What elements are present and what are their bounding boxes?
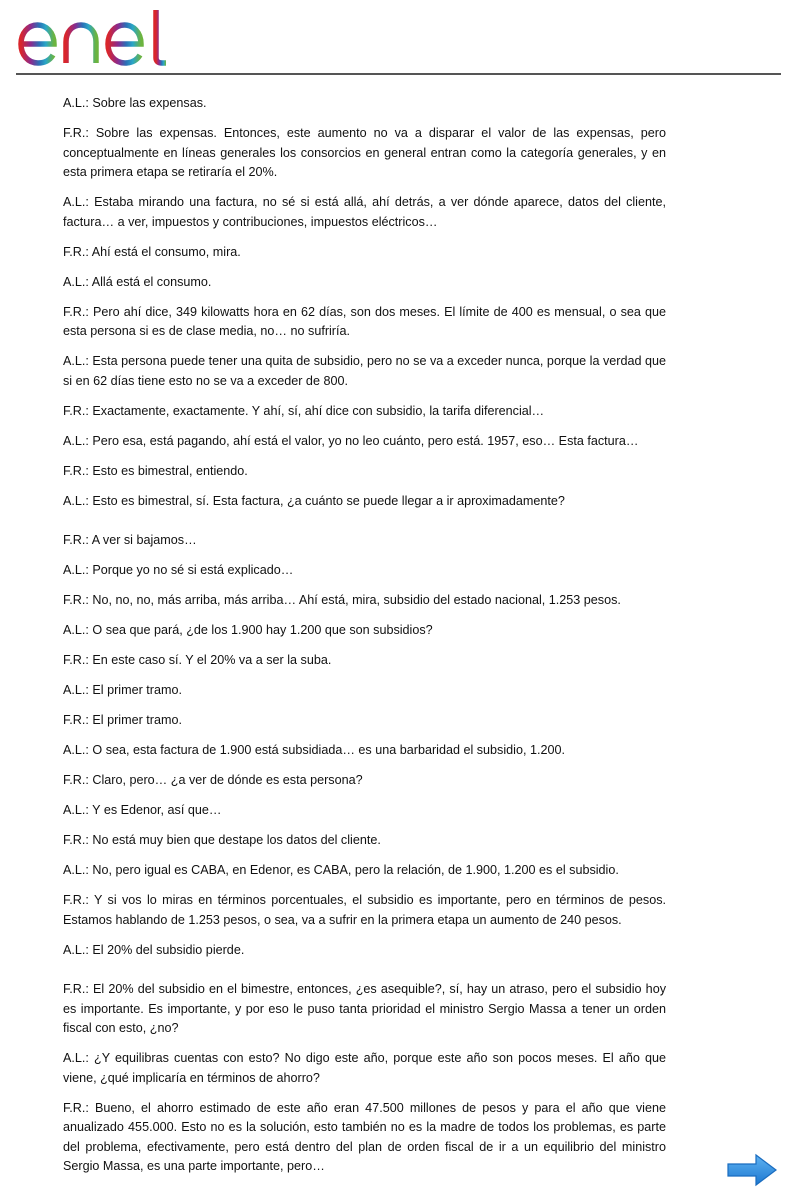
dialogue-paragraph: A.L.: Esto es bimestral, sí. Esta factura, ¿a cuánto se puede llegar a ir aproximadamente? bbox=[63, 493, 565, 508]
dialogue-paragraph: F.R.: Sobre las expensas. Entonces, este aumento no va a disparar el valor de las expensas, pero conceptualmente en líneas generales los consorcios en general entran como la categoría generales, y en esta primera etapa se retiraría el 20%. bbox=[63, 126, 666, 179]
dialogue-paragraph: F.R.: Esto es bimestral, entiendo. bbox=[63, 463, 248, 478]
dialogue-paragraph: A.L.: El primer tramo. bbox=[63, 683, 182, 697]
dialogue-paragraph: F.R.: El 20% del subsidio en el bimestre, entonces, ¿es asequible?, sí, hay un atraso, pero el subsidio hoy es importante. Es importante, y por eso le puso tanta prioridad el ministro Sergio Massa a tener un orden fiscal con esto, ¿no? bbox=[63, 982, 666, 1035]
dialogue-paragraph: F.R.: No, no, no, más arriba, más arriba… Ahí está, mira, subsidio del estado nacional, 1.253 pesos. bbox=[63, 593, 621, 607]
dialogue-paragraph: A.L.: Porque yo no sé si está explicado… bbox=[63, 563, 294, 577]
right-arrow-icon[interactable] bbox=[726, 1152, 778, 1188]
dialogue-paragraph: A.L.: Y es Edenor, así que… bbox=[63, 803, 222, 817]
dialogue-paragraph: A.L.: El 20% del subsidio pierde. bbox=[63, 942, 245, 957]
transcript-body bbox=[63, 94, 666, 1187]
enel-logo bbox=[16, 6, 172, 68]
dialogue-paragraph: F.R.: Bueno, el ahorro estimado de este año eran 47.500 millones de pesos y para el año que viene anualizado 455.000. Esto no es la solución, esto también no es la madre de todos los problemas, es parte del problema, efectivamente, pero está dentro del plan de orden fiscal de ir a un equilibrio del ministro Sergio Massa, es una parte importante, pero… bbox=[63, 1100, 666, 1173]
dialogue-paragraph: F.R.: Claro, pero… ¿a ver de dónde es esta persona? bbox=[63, 773, 363, 787]
header-divider bbox=[16, 73, 781, 75]
dialogue-paragraph: A.L.: Pero esa, está pagando, ahí está el valor, yo no leo cuánto, pero está. 1957, eso… Esta factura… bbox=[63, 433, 639, 448]
dialogue-paragraph: F.R.: El primer tramo. bbox=[63, 713, 182, 727]
dialogue-paragraph: A.L.: Esta persona puede tener una quita de subsidio, pero no se va a exceder nunca, porque la verdad que si en 62 días tiene esto no se va a exceder de 800. bbox=[63, 354, 666, 388]
dialogue-paragraph: F.R.: Pero ahí dice, 349 kilowatts hora en 62 días, son dos meses. El límite de 400 es mensual, o sea que esta persona si es de clase media, no… no sufriría. bbox=[63, 304, 666, 338]
dialogue-paragraph: F.R.: En este caso sí. Y el 20% va a ser la suba. bbox=[63, 653, 332, 667]
dialogue-paragraph: A.L.: Allá está el consumo. bbox=[63, 274, 212, 289]
dialogue-paragraph: A.L.: O sea que pará, ¿de los 1.900 hay 1.200 que son subsidios? bbox=[63, 623, 433, 637]
dialogue-paragraph: A.L.: O sea, esta factura de 1.900 está subsidiada… es una barbaridad el subsidio, 1.200. bbox=[63, 743, 565, 757]
dialogue-paragraph: A.L.: Sobre las expensas. bbox=[63, 96, 207, 110]
dialogue-paragraph: F.R.: Exactamente, exactamente. Y ahí, sí, ahí dice con subsidio, la tarifa diferencial… bbox=[63, 403, 545, 418]
dialogue-paragraph: A.L.: Estaba mirando una factura, no sé si está allá, ahí detrás, a ver dónde aparece, datos del cliente, factura… a ver, impuestos y contribuciones, impuestos eléctricos… bbox=[63, 195, 666, 229]
dialogue-paragraph: F.R.: Ahí está el consumo, mira. bbox=[63, 244, 241, 259]
dialogue-paragraph: F.R.: No está muy bien que destape los datos del cliente. bbox=[63, 833, 381, 847]
dialogue-paragraph: A.L.: No, pero igual es CABA, en Edenor, es CABA, pero la relación, de 1.900, 1.200 es el subsidio. bbox=[63, 863, 619, 877]
dialogue-paragraph: F.R.: Y si vos lo miras en términos porcentuales, el subsidio es importante, pero en términos de pesos. Estamos hablando de 1.253 pesos, o sea, va a sufrir en la primera etapa un aumento de 240 pesos. bbox=[63, 893, 666, 927]
page-header bbox=[0, 0, 800, 76]
dialogue-paragraph: A.L.: ¿Y equilibras cuentas con esto? No digo este año, porque este año son pocos meses. El año que viene, ¿qué implicaría en términos de ahorro? bbox=[63, 1051, 666, 1085]
dialogue-paragraph: F.R.: A ver si bajamos… bbox=[63, 533, 197, 547]
